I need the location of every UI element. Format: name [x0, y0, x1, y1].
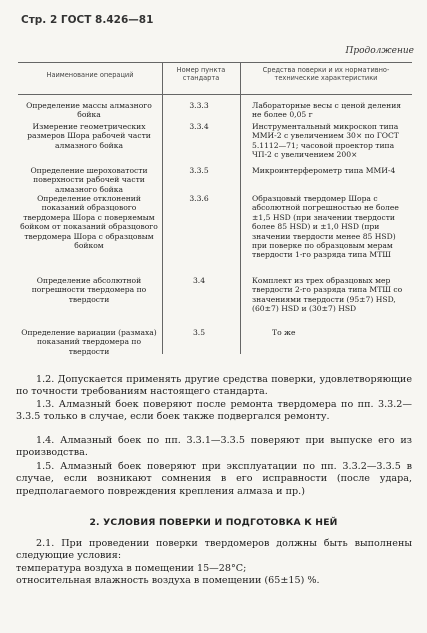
condition-temperature: температура воздуха в помещении 15—28°С; [16, 562, 247, 574]
row-2-clause: 3.3.4 [189, 122, 209, 131]
row-4-operation: Определение отклонений показаний образцового твердомера Шора с поверяемым бойком от показаний образцового твердомера Шора с образцовым бойком [20, 194, 158, 251]
row-2-means: Инструментальный микроскоп типа ММИ-2 с увеличением 30× по ГОСТ 5.1112—71; часовой проектор типа ЧП-2 с увеличением 200× [252, 122, 399, 160]
continuation-label: Продолжение [345, 46, 414, 56]
header-rule [18, 94, 412, 95]
paragraph-2-1-block [16, 538, 412, 587]
row-3-means: Микроинтерферометр типа ММИ-4 [252, 166, 396, 175]
row-6-clause: 3.5 [192, 328, 206, 337]
paragraph-1-3: 1.3. Алмазный боек поверяют после ремонта твердомера по пп. 3.3.2—3.3.5 только в случае, если боек также подвергался ремонту. [16, 399, 412, 423]
paragraph-1-5: 1.5. Алмазный боек поверяют при эксплуатации по пп. 3.3.2—3.3.5 в случае, если возникают сомнения в его исправности (после удара, предполагаемого повреждения крепления алмаза и пр.) [16, 461, 412, 497]
column-divider [240, 63, 241, 354]
condition-humidity: относительная влажность воздуха в помещении (65±15) %. [16, 574, 320, 586]
section-title: 2. УСЛОВИЯ ПОВЕРКИ И ПОДГОТОВКА К НЕЙ [89, 517, 338, 528]
paragraph-2-1: 2.1. При проведении поверки твердомеров должны быть выполнены следующие условия: [16, 538, 412, 562]
row-1-operation: Определение массы алмазного бойка [26, 101, 152, 120]
header-means: Средства поверки и их нормативно-технические характеристики [262, 66, 390, 82]
paragraph-1-2: 1.2. Допускается применять другие средства поверки, удовлетворяющие по точности требованиям настоящего стандарта. [16, 374, 412, 398]
row-5-clause: 3.4 [192, 276, 206, 285]
row-5-operation: Определение абсолютной погрешности твердомера по твердости [31, 276, 147, 304]
paragraph-1-4: 1.4. Алмазный боек по пп. 3.3.1—3.3.5 поверяют при выпуске его из производства. [16, 435, 412, 459]
row-5-means: Комплект из трех образцовых мер твердости 2-го разряда типа МТШ со значениями твердости (95±7) HSD, (60±7) HSD и (30±7) HSD [252, 276, 403, 314]
row-4-means: Образцовый твердомер Шора с абсолютной погрешностью не более ±1,5 HSD (при значении твердости более 85 HSD) и ±1,0 HSD (при значении твердости менее 85 HSD) при поверке по образцовым мерам твердости 1-го разряда типа МТШ [252, 194, 399, 260]
verification-table [18, 62, 412, 354]
row-4-clause: 3.3.6 [189, 194, 209, 203]
header-clause: Номер пункта стандарта [176, 66, 226, 82]
row-1-means: Лабораторные весы с ценой деления не более 0,05 г [252, 101, 402, 120]
row-6-operation: Определение вариации (размаха) показаний твердомера по твердости [21, 328, 157, 356]
row-1-clause: 3.3.3 [189, 101, 209, 110]
row-2-operation: Измерение геометрических размеров Шора рабочей части алмазного бойка [27, 122, 151, 150]
row-6-means: То же [272, 328, 296, 337]
column-divider [162, 63, 163, 354]
row-3-clause: 3.3.5 [189, 166, 209, 175]
row-3-operation: Определение шероховатости поверхности рабочей части алмазного бойка [30, 166, 148, 194]
header-operation: Наименование операций [46, 71, 134, 79]
page-header: Стр. 2 ГОСТ 8.426—81 [21, 14, 154, 26]
